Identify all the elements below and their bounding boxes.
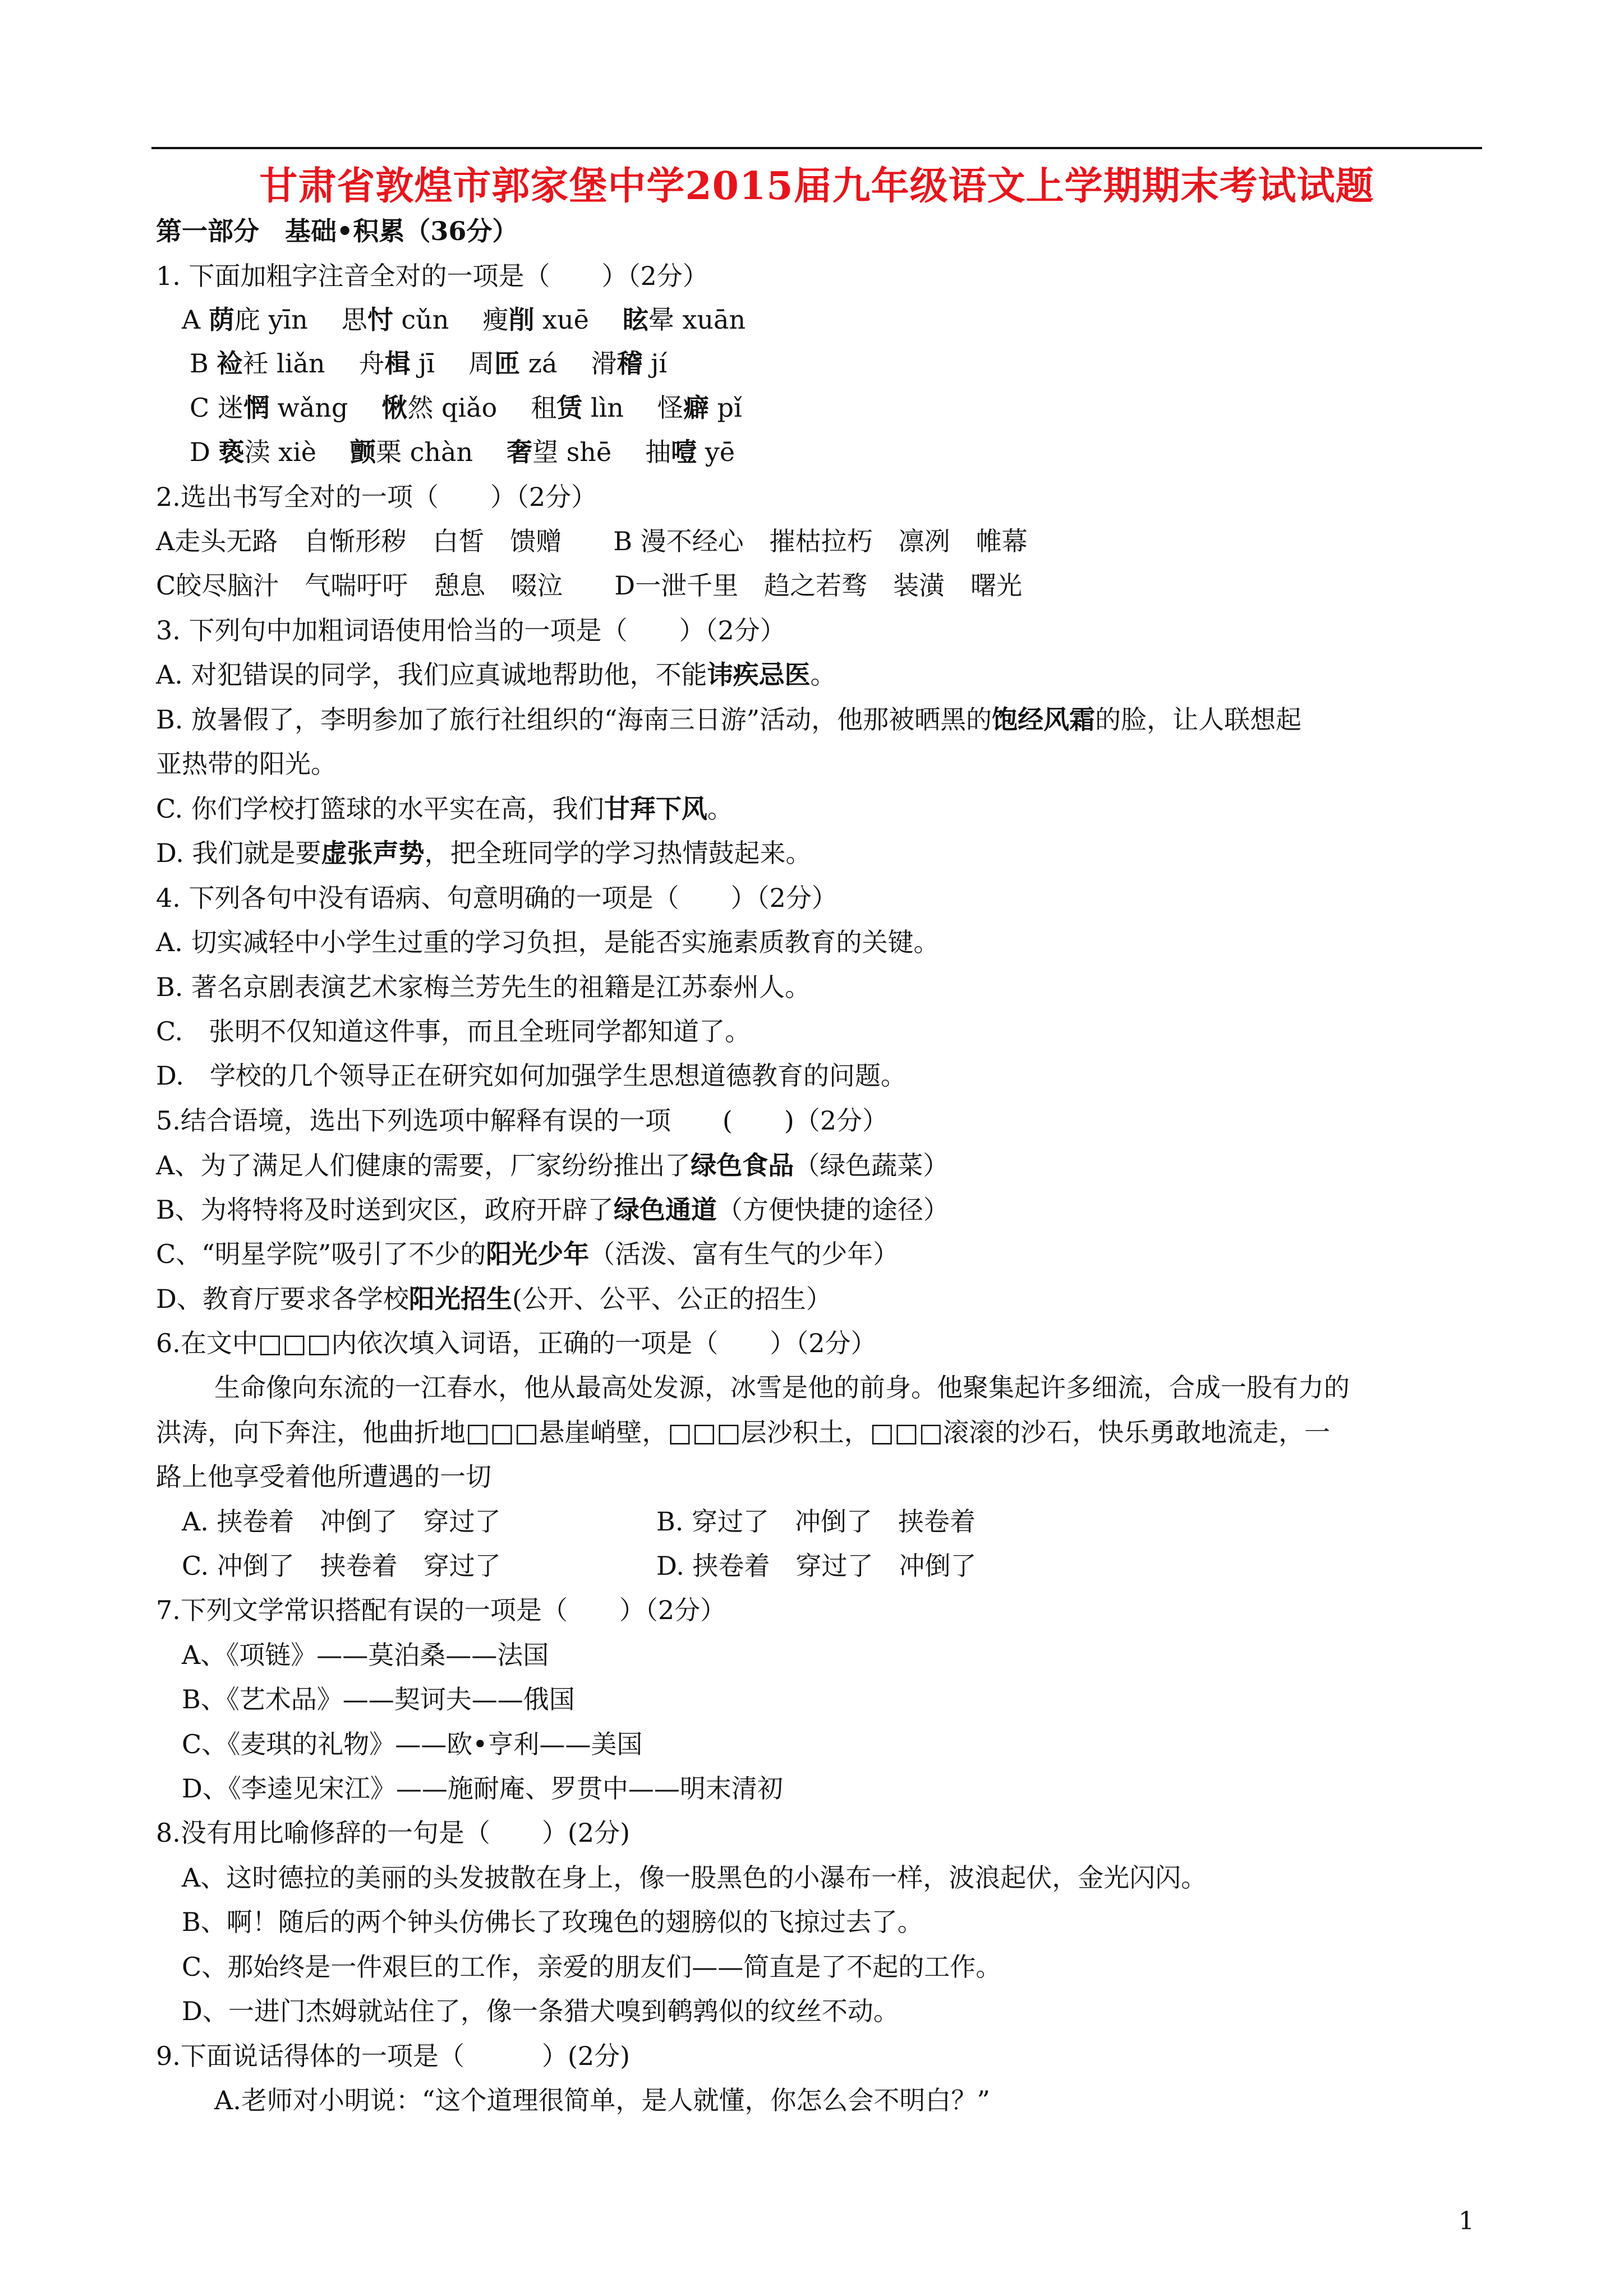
question-5-option-c: C、“明星学院”吸引了不少的阳光少年（活泼、富有生气的少年） (156, 1239, 899, 1269)
question-8-option-b: B、啊！随后的两个钟头仿佛长了玫瑰色的翅膀似的飞掠过去了。 (182, 1907, 923, 1937)
question-9-option-a: A.老师对小明说：“这个道理很简单，是人就懂，你怎么会不明白？” (214, 2085, 990, 2115)
question-7-stem: 7.下列文学常识搭配有误的一项是（ ）（2分） (156, 1595, 726, 1625)
question-6-option-c: C. 冲倒了 挟卷着 穿过了 (182, 1551, 501, 1581)
question-5-option-d: D、教育厅要求各学校阳光招生(公开、公平、公正的招生） (156, 1284, 832, 1314)
question-7-option-d: D、《李逵见宋江》——施耐庵、罗贯中——明末清初 (182, 1773, 783, 1804)
question-8-option-a: A、这时德拉的美丽的头发披散在身上，像一股黑色的小瀑布一样，波浪起伏，金光闪闪。 (182, 1862, 1207, 1893)
question-8-option-d: D、一进门杰姆就站住了，像一条猎犬嗅到鹌鹑似的纹丝不动。 (182, 1996, 899, 2026)
question-6-option-b: B. 穿过了 冲倒了 挟卷着 (656, 1506, 976, 1537)
question-5-option-a: A、为了满足人们健康的需要，厂家纷纷推出了绿色食品（绿色蔬菜） (156, 1150, 949, 1181)
question-4-option-c: C. 张明不仅知道这件事，而且全班同学都知道了。 (156, 1016, 751, 1046)
question-2-options-cd: C皎尽脑汁 气喘吁吁 憩息 啜泣 D一泄千里 趋之若骛 装潢 曙光 (156, 570, 1023, 601)
question-3-stem: 3. 下列句中加粗词语使用恰当的一项是（ ）（2分） (156, 615, 786, 646)
question-3-option-a: A. 对犯错误的同学，我们应真诚地帮助他，不能讳疾忌医。 (156, 660, 836, 690)
question-6-stem: 6.在文中□□□内依次填入词语，正确的一项是（ ）（2分） (156, 1328, 877, 1358)
question-3-option-b: B. 放暑假了，李明参加了旅行社组织的“海南三日游”活动，他那被晒黑的饱经风霜的脸，让人联想起 (156, 704, 1302, 735)
question-5-stem: 5.结合语境，选出下列选项中解释有误的一项 ( )（2分） (156, 1105, 889, 1136)
question-4-option-a: A. 切实减轻中小学生过重的学习负担，是能否实施素质教育的关键。 (156, 927, 940, 957)
question-6-passage-line-2: 洪涛，向下奔注，他曲折地□□□悬崖峭壁，□□□层沙积土，□□□滚滚的沙石，快乐勇敢地流走，一 (156, 1417, 1331, 1447)
question-6-option-d: D. 挟卷着 穿过了 冲倒了 (656, 1551, 977, 1581)
question-7-option-c: C、《麦琪的礼物》——欧•亨利——美国 (182, 1729, 643, 1759)
section-heading: 第一部分 基础•积累（36分） (156, 216, 518, 246)
question-7-option-a: A、《项链》——莫泊桑——法国 (182, 1640, 549, 1670)
question-3-option-c: C. 你们学校打篮球的水平实在高，我们甘拜下风。 (156, 794, 733, 824)
question-4-option-d: D. 学校的几个领导正在研究如何加强学生思想道德教育的问题。 (156, 1061, 907, 1091)
question-6-passage-line-1: 生命像向东流的一江春水，他从最高处发源，冰雪是他的前身。他聚集起许多细流，合成一股有力的 (214, 1372, 1350, 1403)
question-8-option-c: C、那始终是一件艰巨的工作，亲爱的朋友们——简直是了不起的工作。 (182, 1952, 1002, 1982)
question-2-options-ab: A走头无路 自惭形秽 白皙 馈赠 B 漫不经心 摧枯拉朽 凛冽 帷幕 (156, 526, 1028, 556)
question-1-option-c: C 迷惘 wǎng 愀然 qiǎo 租赁 lìn 怪癖 pǐ (190, 393, 742, 423)
question-1-stem: 1. 下面加粗字注音全对的一项是（ ）（2分） (156, 261, 709, 291)
question-3-option-d: D. 我们就是要虚张声势，把全班同学的学习热情鼓起来。 (156, 838, 812, 868)
question-8-stem: 8.没有用比喻修辞的一句是（ ）(2分) (156, 1818, 631, 1848)
question-5-option-b: B、为将特将及时送到灾区，政府开辟了绿色通道（方便快捷的途径） (156, 1195, 949, 1225)
question-4-option-b: B. 著名京剧表演艺术家梅兰芳先生的祖籍是江苏泰州人。 (156, 972, 811, 1002)
question-1-option-d: D 亵渎 xiè 颤栗 chàn 奢望 shē 抽噎 yē (190, 437, 735, 467)
header-rule (151, 147, 1482, 149)
question-6-option-a: A. 挟卷着 冲倒了 穿过了 (182, 1506, 501, 1537)
question-1-option-a: A 荫庇 yīn 思忖 cǔn 瘦削 xuē 眩晕 xuān (182, 305, 746, 335)
question-4-stem: 4. 下列各句中没有语病、句意明确的一项是（ ）（2分） (156, 883, 838, 913)
question-7-option-b: B、《艺术品》——契诃夫——俄国 (182, 1684, 575, 1714)
question-6-passage-line-3: 路上他享受着他所遭遇的一切 (156, 1461, 491, 1492)
question-3-option-b-cont: 亚热带的阳光。 (156, 749, 337, 779)
page-title: 甘肃省敦煌市郭家堡中学2015届九年级语文上学期期末考试试题 (259, 164, 1374, 209)
question-1-option-b: B 裣衽 liǎn 舟楫 jī 周匝 zá 滑稽 jí (190, 348, 668, 379)
question-2-stem: 2.选出书写全对的一项（ ）（2分） (156, 482, 597, 512)
question-9-stem: 9.下面说话得体的一项是（ ）(2分) (156, 2041, 631, 2071)
page-number: 1 (1459, 2207, 1474, 2235)
